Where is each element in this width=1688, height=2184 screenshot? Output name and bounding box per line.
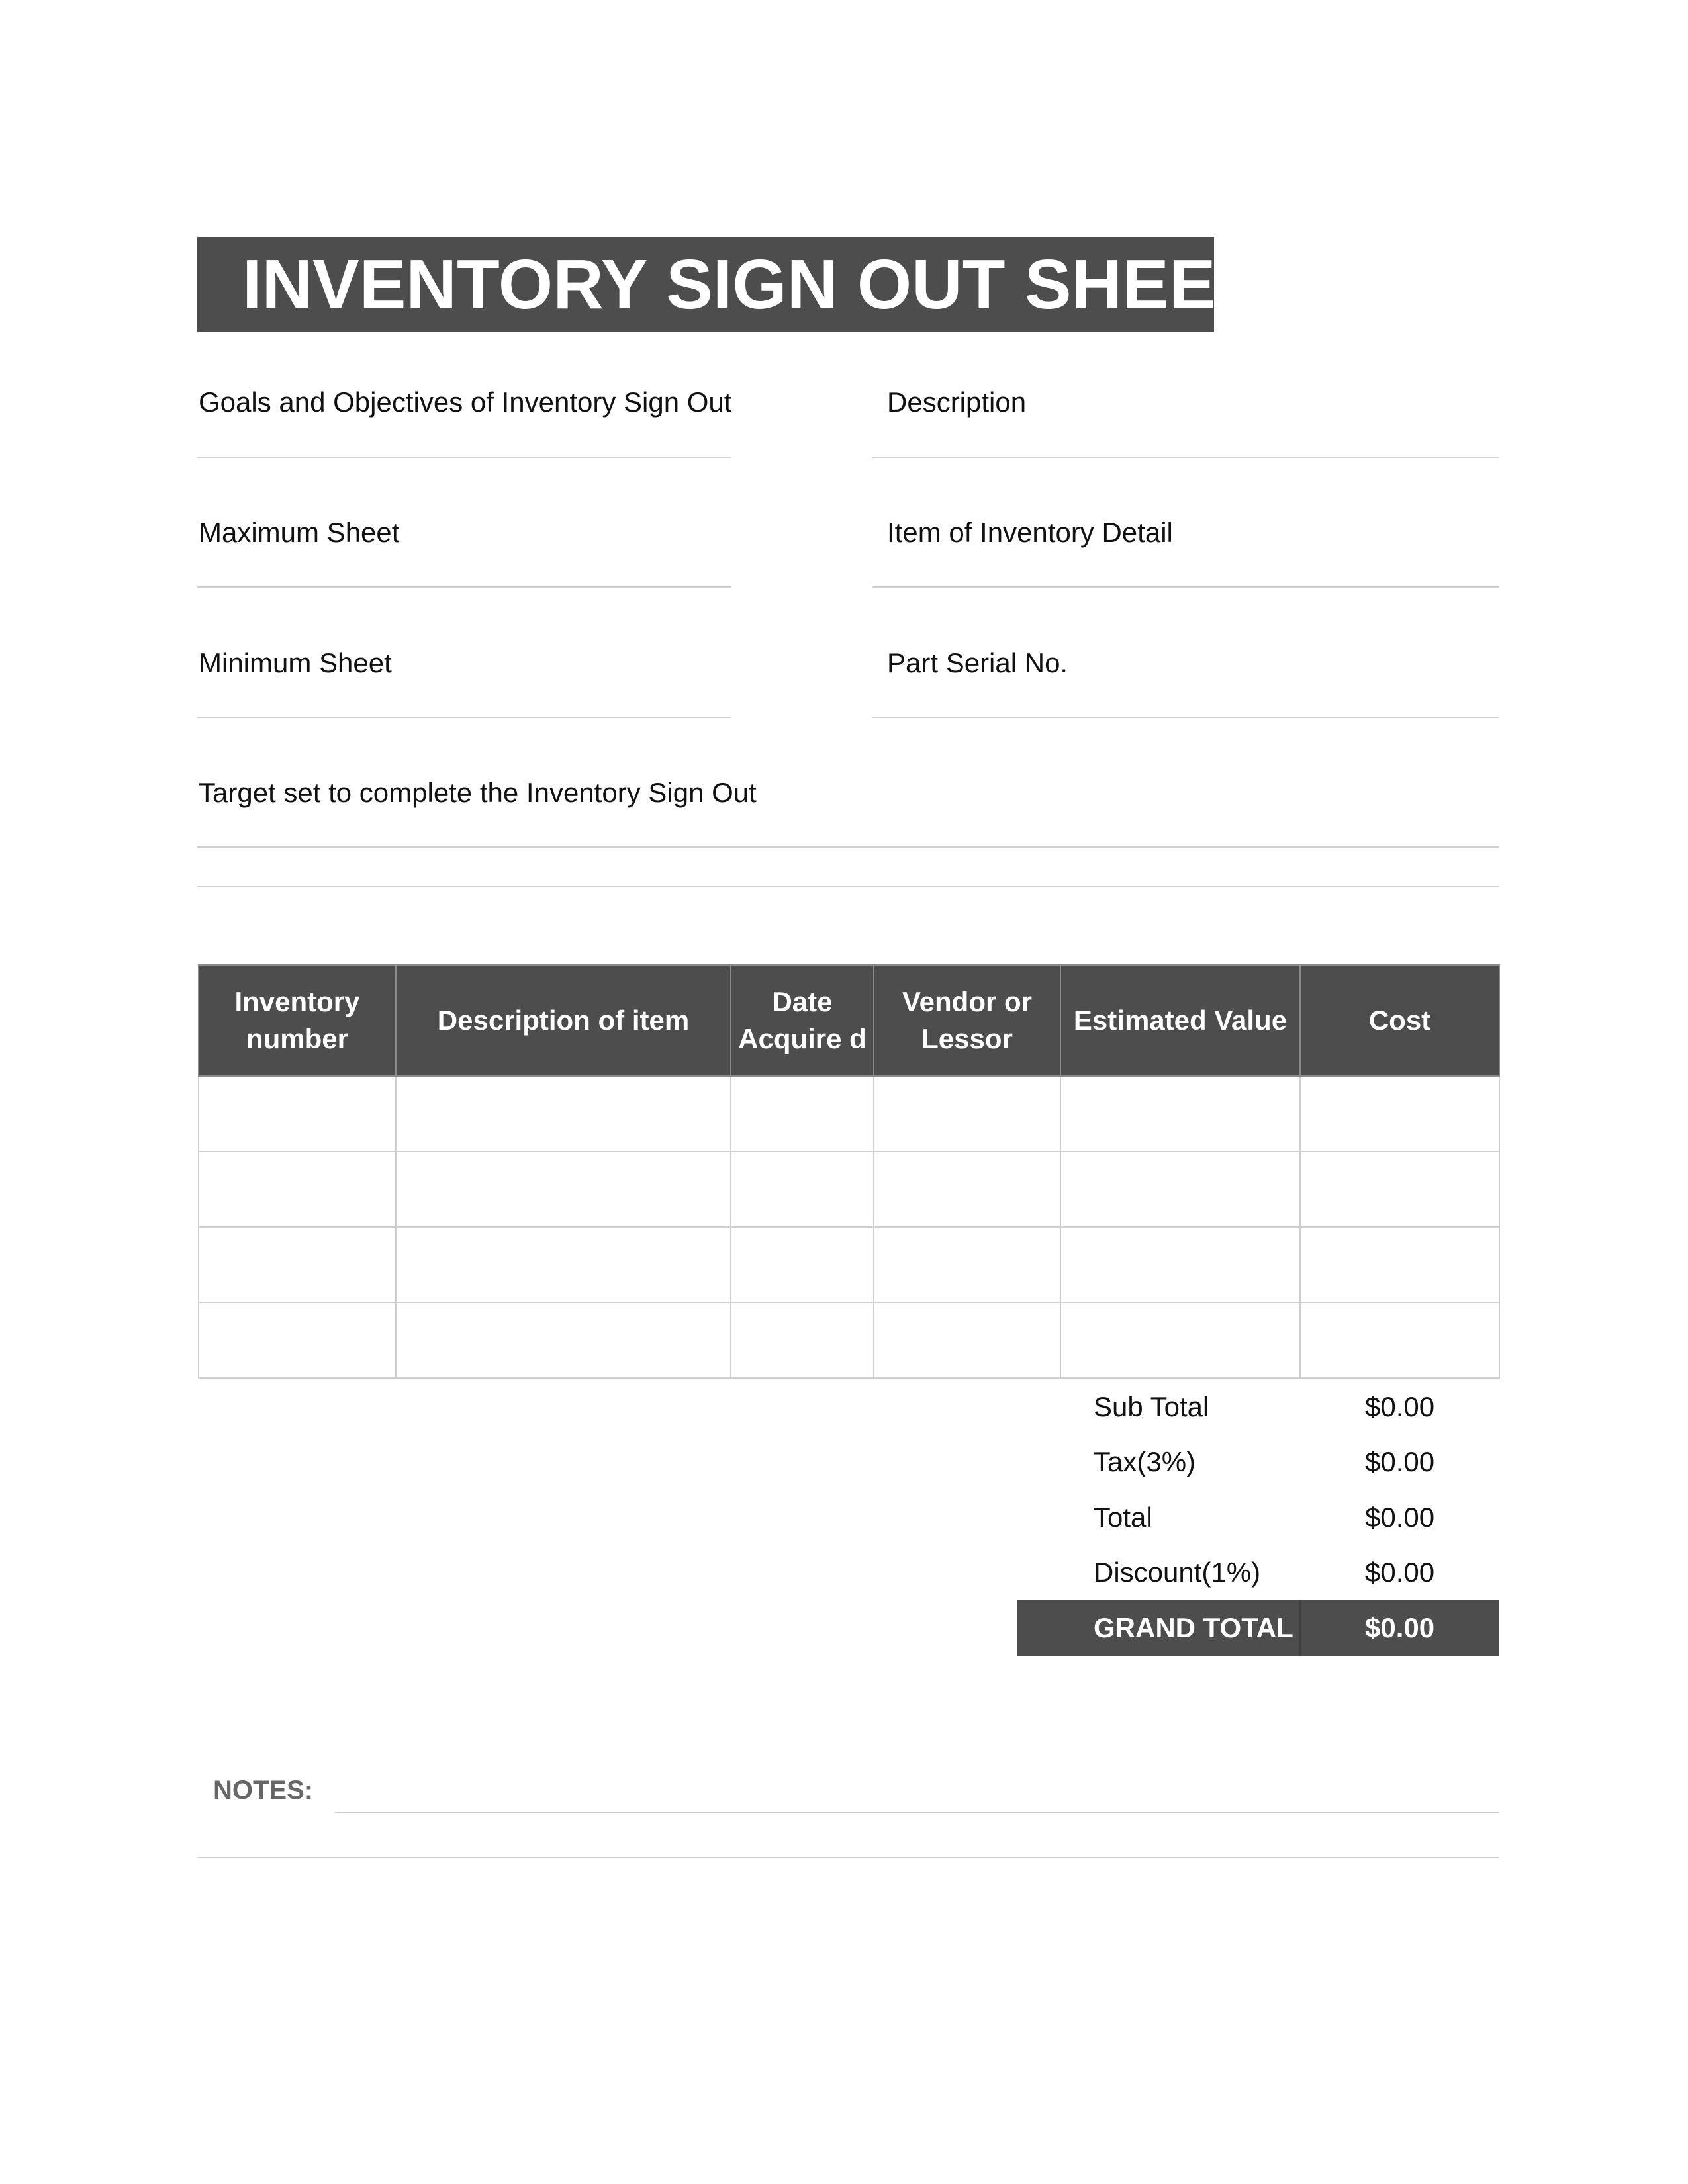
table-cell[interactable]	[731, 1227, 874, 1302]
total-value: $0.00	[1365, 1502, 1435, 1533]
table-row	[199, 1152, 1499, 1227]
table-cell[interactable]	[1300, 1227, 1499, 1302]
table-cell[interactable]	[874, 1076, 1060, 1152]
table-row	[199, 1302, 1499, 1378]
table-cell[interactable]	[1300, 1302, 1499, 1378]
target-label: Target set to complete the Inventory Sign Out	[199, 777, 757, 808]
discount-value: $0.00	[1365, 1557, 1435, 1588]
header-vendor: Vendor or Lessor	[874, 965, 1060, 1076]
table-cell[interactable]	[874, 1302, 1060, 1378]
target-field-line-1[interactable]	[197, 846, 1499, 848]
page-title: INVENTORY SIGN OUT SHEET	[197, 237, 1214, 332]
table-header-row	[199, 965, 1499, 1076]
table-row	[199, 1076, 1499, 1152]
goals-label: Goals and Objectives of Inventory Sign Out	[199, 387, 732, 418]
header-inventory-number: Inventory number	[199, 965, 396, 1076]
discount-label: Discount(1%)	[1094, 1557, 1261, 1588]
part-serial-label: Part Serial No.	[887, 647, 1068, 678]
description-field-line[interactable]	[872, 457, 1499, 458]
subtotal-label: Sub Total	[1094, 1391, 1209, 1422]
table-cell[interactable]	[1060, 1152, 1300, 1227]
header-cost: Cost	[1300, 965, 1499, 1076]
table-cell[interactable]	[396, 1076, 731, 1152]
total-label: Total	[1094, 1502, 1152, 1533]
table-cell[interactable]	[199, 1076, 396, 1152]
grand-total-divider	[1299, 1600, 1301, 1656]
tax-label: Tax(3%)	[1094, 1446, 1196, 1477]
goals-field-line[interactable]	[197, 457, 731, 458]
notes-line-1[interactable]	[335, 1812, 1499, 1813]
notes-label: NOTES:	[213, 1776, 314, 1805]
tax-value: $0.00	[1365, 1446, 1435, 1477]
table-cell[interactable]	[396, 1302, 731, 1378]
table-cell[interactable]	[396, 1227, 731, 1302]
grand-total-value: $0.00	[1365, 1612, 1435, 1643]
table-cell[interactable]	[199, 1302, 396, 1378]
item-detail-field-line[interactable]	[872, 586, 1499, 588]
table-cell[interactable]	[1300, 1152, 1499, 1227]
table-cell[interactable]	[1300, 1076, 1499, 1152]
table-row	[199, 1227, 1499, 1302]
table-cell[interactable]	[1060, 1076, 1300, 1152]
item-detail-label: Item of Inventory Detail	[887, 517, 1173, 548]
table-cell[interactable]	[396, 1152, 731, 1227]
part-serial-field-line[interactable]	[872, 717, 1499, 718]
header-estimated-value: Estimated Value	[1060, 965, 1300, 1076]
table-cell[interactable]	[874, 1227, 1060, 1302]
description-label: Description	[887, 387, 1027, 418]
table-cell[interactable]	[731, 1302, 874, 1378]
minimum-sheet-field-line[interactable]	[197, 717, 731, 718]
table-cell[interactable]	[731, 1152, 874, 1227]
table-cell[interactable]	[874, 1152, 1060, 1227]
table-cell[interactable]	[1060, 1302, 1300, 1378]
minimum-sheet-label: Minimum Sheet	[199, 647, 392, 678]
grand-total-label: GRAND TOTAL	[1094, 1612, 1293, 1643]
subtotal-value: $0.00	[1365, 1391, 1435, 1422]
notes-line-2[interactable]	[197, 1857, 1499, 1858]
table-cell[interactable]	[199, 1227, 396, 1302]
maximum-sheet-field-line[interactable]	[197, 586, 731, 588]
header-date-acquired: Date Acquire d	[731, 965, 874, 1076]
target-field-line-2[interactable]	[197, 886, 1499, 887]
table-cell[interactable]	[199, 1152, 396, 1227]
maximum-sheet-label: Maximum Sheet	[199, 517, 400, 548]
header-description: Description of item	[396, 965, 731, 1076]
table-cell[interactable]	[1060, 1227, 1300, 1302]
table-cell[interactable]	[731, 1076, 874, 1152]
inventory-table	[198, 964, 1500, 1379]
